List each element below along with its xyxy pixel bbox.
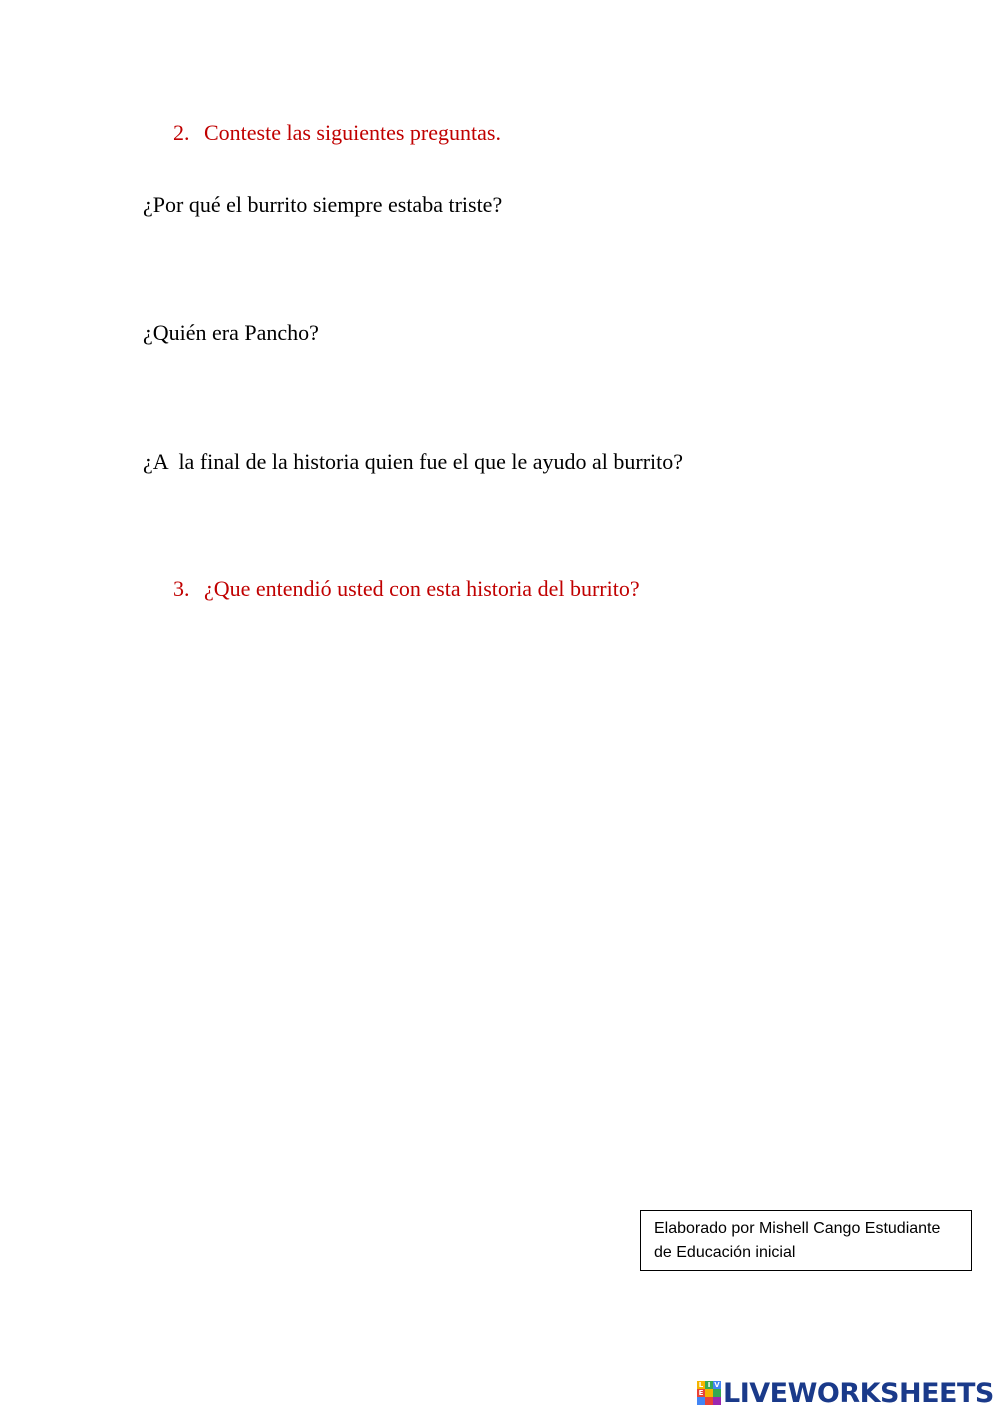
logo-cell: V: [714, 1381, 720, 1389]
question-1: ¿Por qué el burrito siempre estaba triste?: [143, 192, 503, 217]
section-3-title: ¿Que entendió usted con esta historia del burrito?: [204, 576, 640, 601]
logo-cell: [705, 1397, 713, 1405]
section-3-heading: [173, 578, 640, 600]
logo-cell: [705, 1389, 713, 1397]
author-credit-box: [640, 1210, 972, 1271]
credit-line-2: de Educación inicial: [654, 1244, 796, 1261]
logo-cell: L: [698, 1381, 704, 1389]
liveworksheets-wordmark: LIVEWORKSHEETS: [723, 1377, 994, 1409]
logo-cell: [713, 1397, 721, 1405]
section-2-heading: [173, 122, 501, 144]
question-3: ¿A la final de la historia quien fue el que le ayudo al burrito?: [143, 449, 684, 474]
logo-cell: E: [698, 1389, 704, 1397]
section-2-number: 2.: [173, 120, 190, 145]
liveworksheets-logo: [697, 1377, 994, 1409]
credit-line-1: Elaborado por Mishell Cango Estudiante: [654, 1220, 941, 1237]
logo-cell: [713, 1389, 721, 1397]
logo-cell: [697, 1397, 705, 1405]
section-2-title: Conteste las siguientes preguntas.: [204, 120, 501, 145]
question-2: ¿Quién era Pancho?: [143, 320, 319, 345]
liveworksheets-grid-icon: [697, 1381, 721, 1405]
section-3-number: 3.: [173, 576, 190, 601]
logo-cell: I: [705, 1381, 713, 1389]
